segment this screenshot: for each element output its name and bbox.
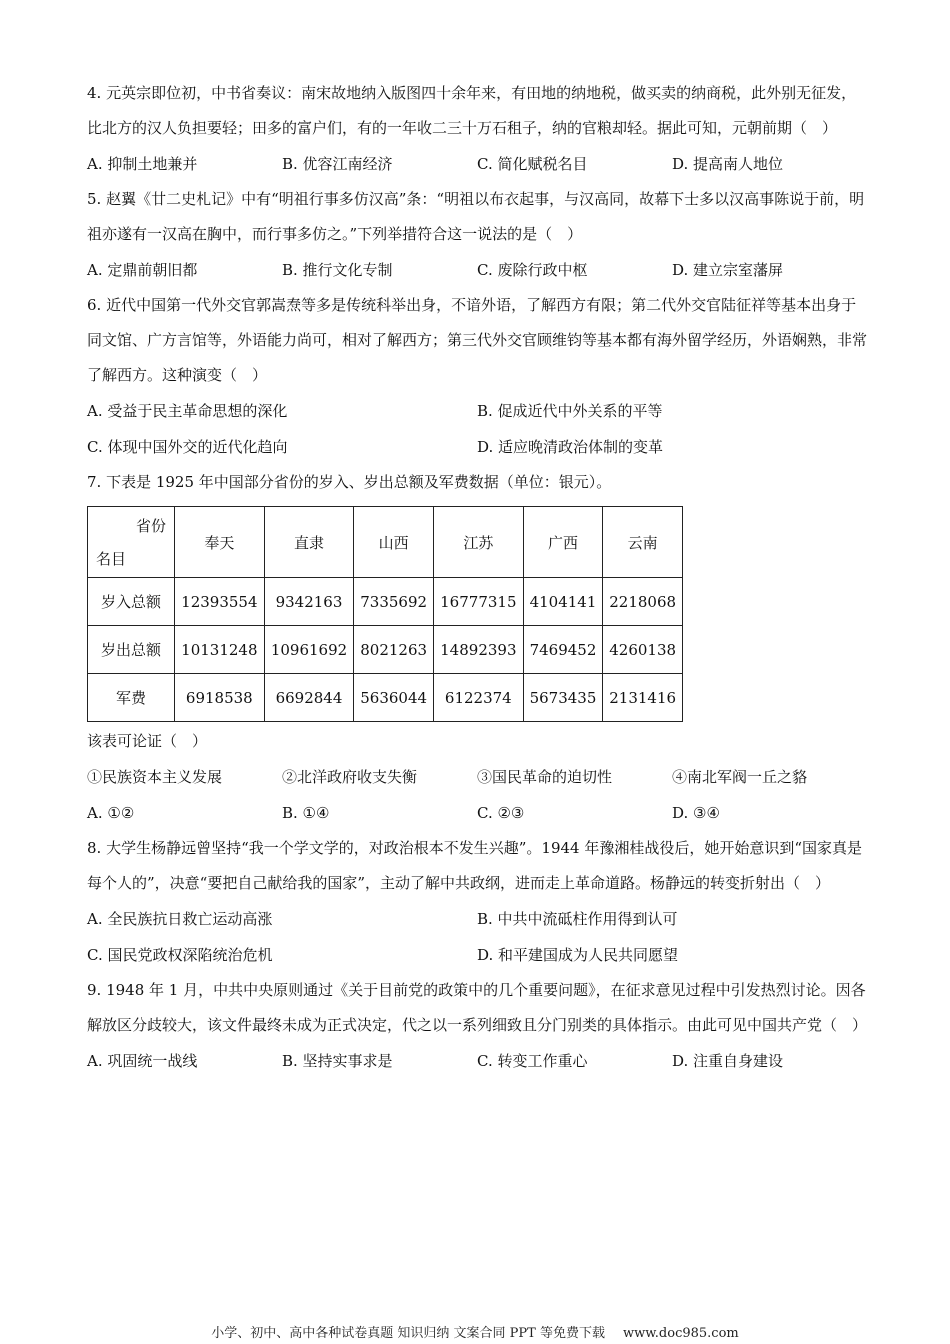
table-row [88, 626, 683, 674]
column-header: 江苏 [433, 507, 523, 578]
table-cell: 2218068 [603, 578, 683, 626]
question-7-option-a: A. ①② [87, 804, 135, 822]
column-header: 云南 [603, 507, 683, 578]
question-7-statements [87, 759, 867, 795]
question-6-option-b: B. 促成近代中外关系的平等 [477, 402, 663, 420]
statement-3: ③国民革命的迫切性 [477, 768, 613, 786]
table-cell: 6692844 [264, 674, 354, 722]
fiscal-data-table [87, 506, 683, 722]
table-cell: 4104141 [523, 578, 603, 626]
exam-page [87, 76, 867, 1079]
table-header-row [88, 507, 683, 578]
question-4-option-b: B. 优容江南经济 [282, 155, 393, 173]
question-9-options [87, 1043, 867, 1079]
statement-2: ②北洋政府收支失衡 [282, 768, 418, 786]
question-9-option-c: C. 转变工作重心 [477, 1052, 588, 1070]
column-header: 广西 [523, 507, 603, 578]
corner-label-item: 名目 [96, 550, 127, 568]
question-5-option-d: D. 建立宗室藩屏 [672, 261, 784, 279]
table-cell: 6122374 [433, 674, 523, 722]
footer-site-link[interactable]: www.doc985.com [622, 1326, 739, 1341]
row-label: 岁出总额 [88, 626, 175, 674]
table-cell: 5636044 [354, 674, 434, 722]
question-8-option-d: D. 和平建国成为人民共同愿望 [477, 946, 679, 964]
table-cell: 4260138 [603, 626, 683, 674]
question-5-option-c: C. 废除行政中枢 [477, 261, 588, 279]
question-6-options-row2 [87, 429, 867, 465]
question-6-option-c: C. 体现中国外交的近代化趋向 [87, 438, 288, 456]
question-6-stem: 6. 近代中国第一代外交官郭嵩焘等多是传统科举出身，不谙外语，了解西方有限；第二代外交官陆征祥等基本出身于同文馆、广方言馆等，外语能力尚可，相对了解西方；第三代外交官顾维钧等基本都有海外留学经历，外语娴熟，非常了解西方。这种演变（ ） [87, 296, 868, 384]
question-4-option-a: A. 抑制土地兼并 [87, 155, 198, 173]
statement-1: ①民族资本主义发展 [87, 768, 223, 786]
row-label: 军费 [88, 674, 175, 722]
table-cell: 9342163 [264, 578, 354, 626]
question-7-option-b: B. ①④ [282, 804, 330, 822]
table-cell: 12393554 [175, 578, 265, 626]
question-8-option-a: A. 全民族抗日救亡运动高涨 [87, 910, 273, 928]
question-7-stem: 7. 下表是 1925 年中国部分省份的岁入、岁出总额及军费数据（单位：银元）。 [87, 473, 612, 491]
question-4-option-c: C. 简化赋税名目 [477, 155, 588, 173]
question-6-option-d: D. 适应晚清政治体制的变革 [477, 438, 664, 456]
question-7-options [87, 795, 867, 831]
question-4-options [87, 146, 867, 182]
question-6-options-row1 [87, 393, 867, 429]
question-9-stem: 9. 1948 年 1 月，中共中央原则通过《关于目前党的政策中的几个重要问题》，在征求意见过程中引发热烈讨论。因各解放区分歧较大，该文件最终未成为正式决定，代之以一系列细致且分门别类的具体指示。由此可见中国共产党（ ） [87, 981, 868, 1034]
table-row [88, 674, 683, 722]
column-header: 奉天 [175, 507, 265, 578]
question-8-option-c: C. 国民党政权深陷统治危机 [87, 946, 273, 964]
question-7-option-d: D. ③④ [672, 804, 720, 822]
question-9-option-d: D. 注重自身建设 [672, 1052, 784, 1070]
column-header: 山西 [354, 507, 434, 578]
question-8-options-row2 [87, 937, 867, 973]
table-cell: 7335692 [354, 578, 434, 626]
statement-4: ④南北军阀一丘之貉 [672, 768, 808, 786]
question-7-option-c: C. ②③ [477, 804, 525, 822]
question-4-option-d: D. 提高南人地位 [672, 155, 784, 173]
footer-text: 小学、初中、高中各种试卷真题 知识归纳 文案合同 PPT 等免费下载 [211, 1326, 605, 1341]
column-header: 直隶 [264, 507, 354, 578]
question-7-prompt: 该表可论证（ ） [87, 732, 208, 750]
row-label: 岁入总额 [88, 578, 175, 626]
question-8-option-b: B. 中共中流砥柱作用得到认可 [477, 910, 678, 928]
table-cell: 8021263 [354, 626, 434, 674]
question-5-stem: 5. 赵翼《廿二史札记》中有“明祖行事多仿汉高”条：“明祖以布衣起事，与汉高同，故幕下士多以汉高事陈说于前，明祖亦遂有一汉高在胸中，而行事多仿之。”下列举措符合这一说法的是（ ） [87, 190, 865, 243]
table-cell: 6918538 [175, 674, 265, 722]
table-row [88, 578, 683, 626]
table-cell: 2131416 [603, 674, 683, 722]
question-6-option-a: A. 受益于民主革命思想的深化 [87, 402, 288, 420]
question-4-stem: 4. 元英宗即位初，中书省奏议：南宋故地纳入版图四十余年来，有田地的纳地税，做买卖的纳商税，此外别无征发，比北方的汉人负担要轻；田多的富户们，有的一年收二三十万石租子，纳的官粮却轻。据此可知，元朝前期（ ） [87, 84, 857, 137]
table-cell: 5673435 [523, 674, 603, 722]
corner-label-province: 省份 [135, 517, 166, 535]
table-cell: 10961692 [264, 626, 354, 674]
table-cell: 16777315 [433, 578, 523, 626]
question-5-option-a: A. 定鼎前朝旧都 [87, 261, 198, 279]
question-5-option-b: B. 推行文化专制 [282, 261, 393, 279]
table-cell: 14892393 [433, 626, 523, 674]
question-9-option-a: A. 巩固统一战线 [87, 1052, 198, 1070]
table-cell: 7469452 [523, 626, 603, 674]
table-cell: 10131248 [175, 626, 265, 674]
question-5-options [87, 252, 867, 288]
question-8-options-row1 [87, 901, 867, 937]
question-8-stem: 8. 大学生杨静远曾坚持“我一个学文学的，对政治根本不发生兴趣”。1944 年豫湘桂战役后，她开始意识到“国家真是每个人的”，决意“要把自己献给我的国家”，主动了解中共政纲，进而走上革命道路。杨静远的转变折射出（ ） [87, 839, 863, 892]
question-9-option-b: B. 坚持实事求是 [282, 1052, 393, 1070]
table-corner-cell [88, 507, 175, 578]
page-footer [0, 1322, 950, 1341]
